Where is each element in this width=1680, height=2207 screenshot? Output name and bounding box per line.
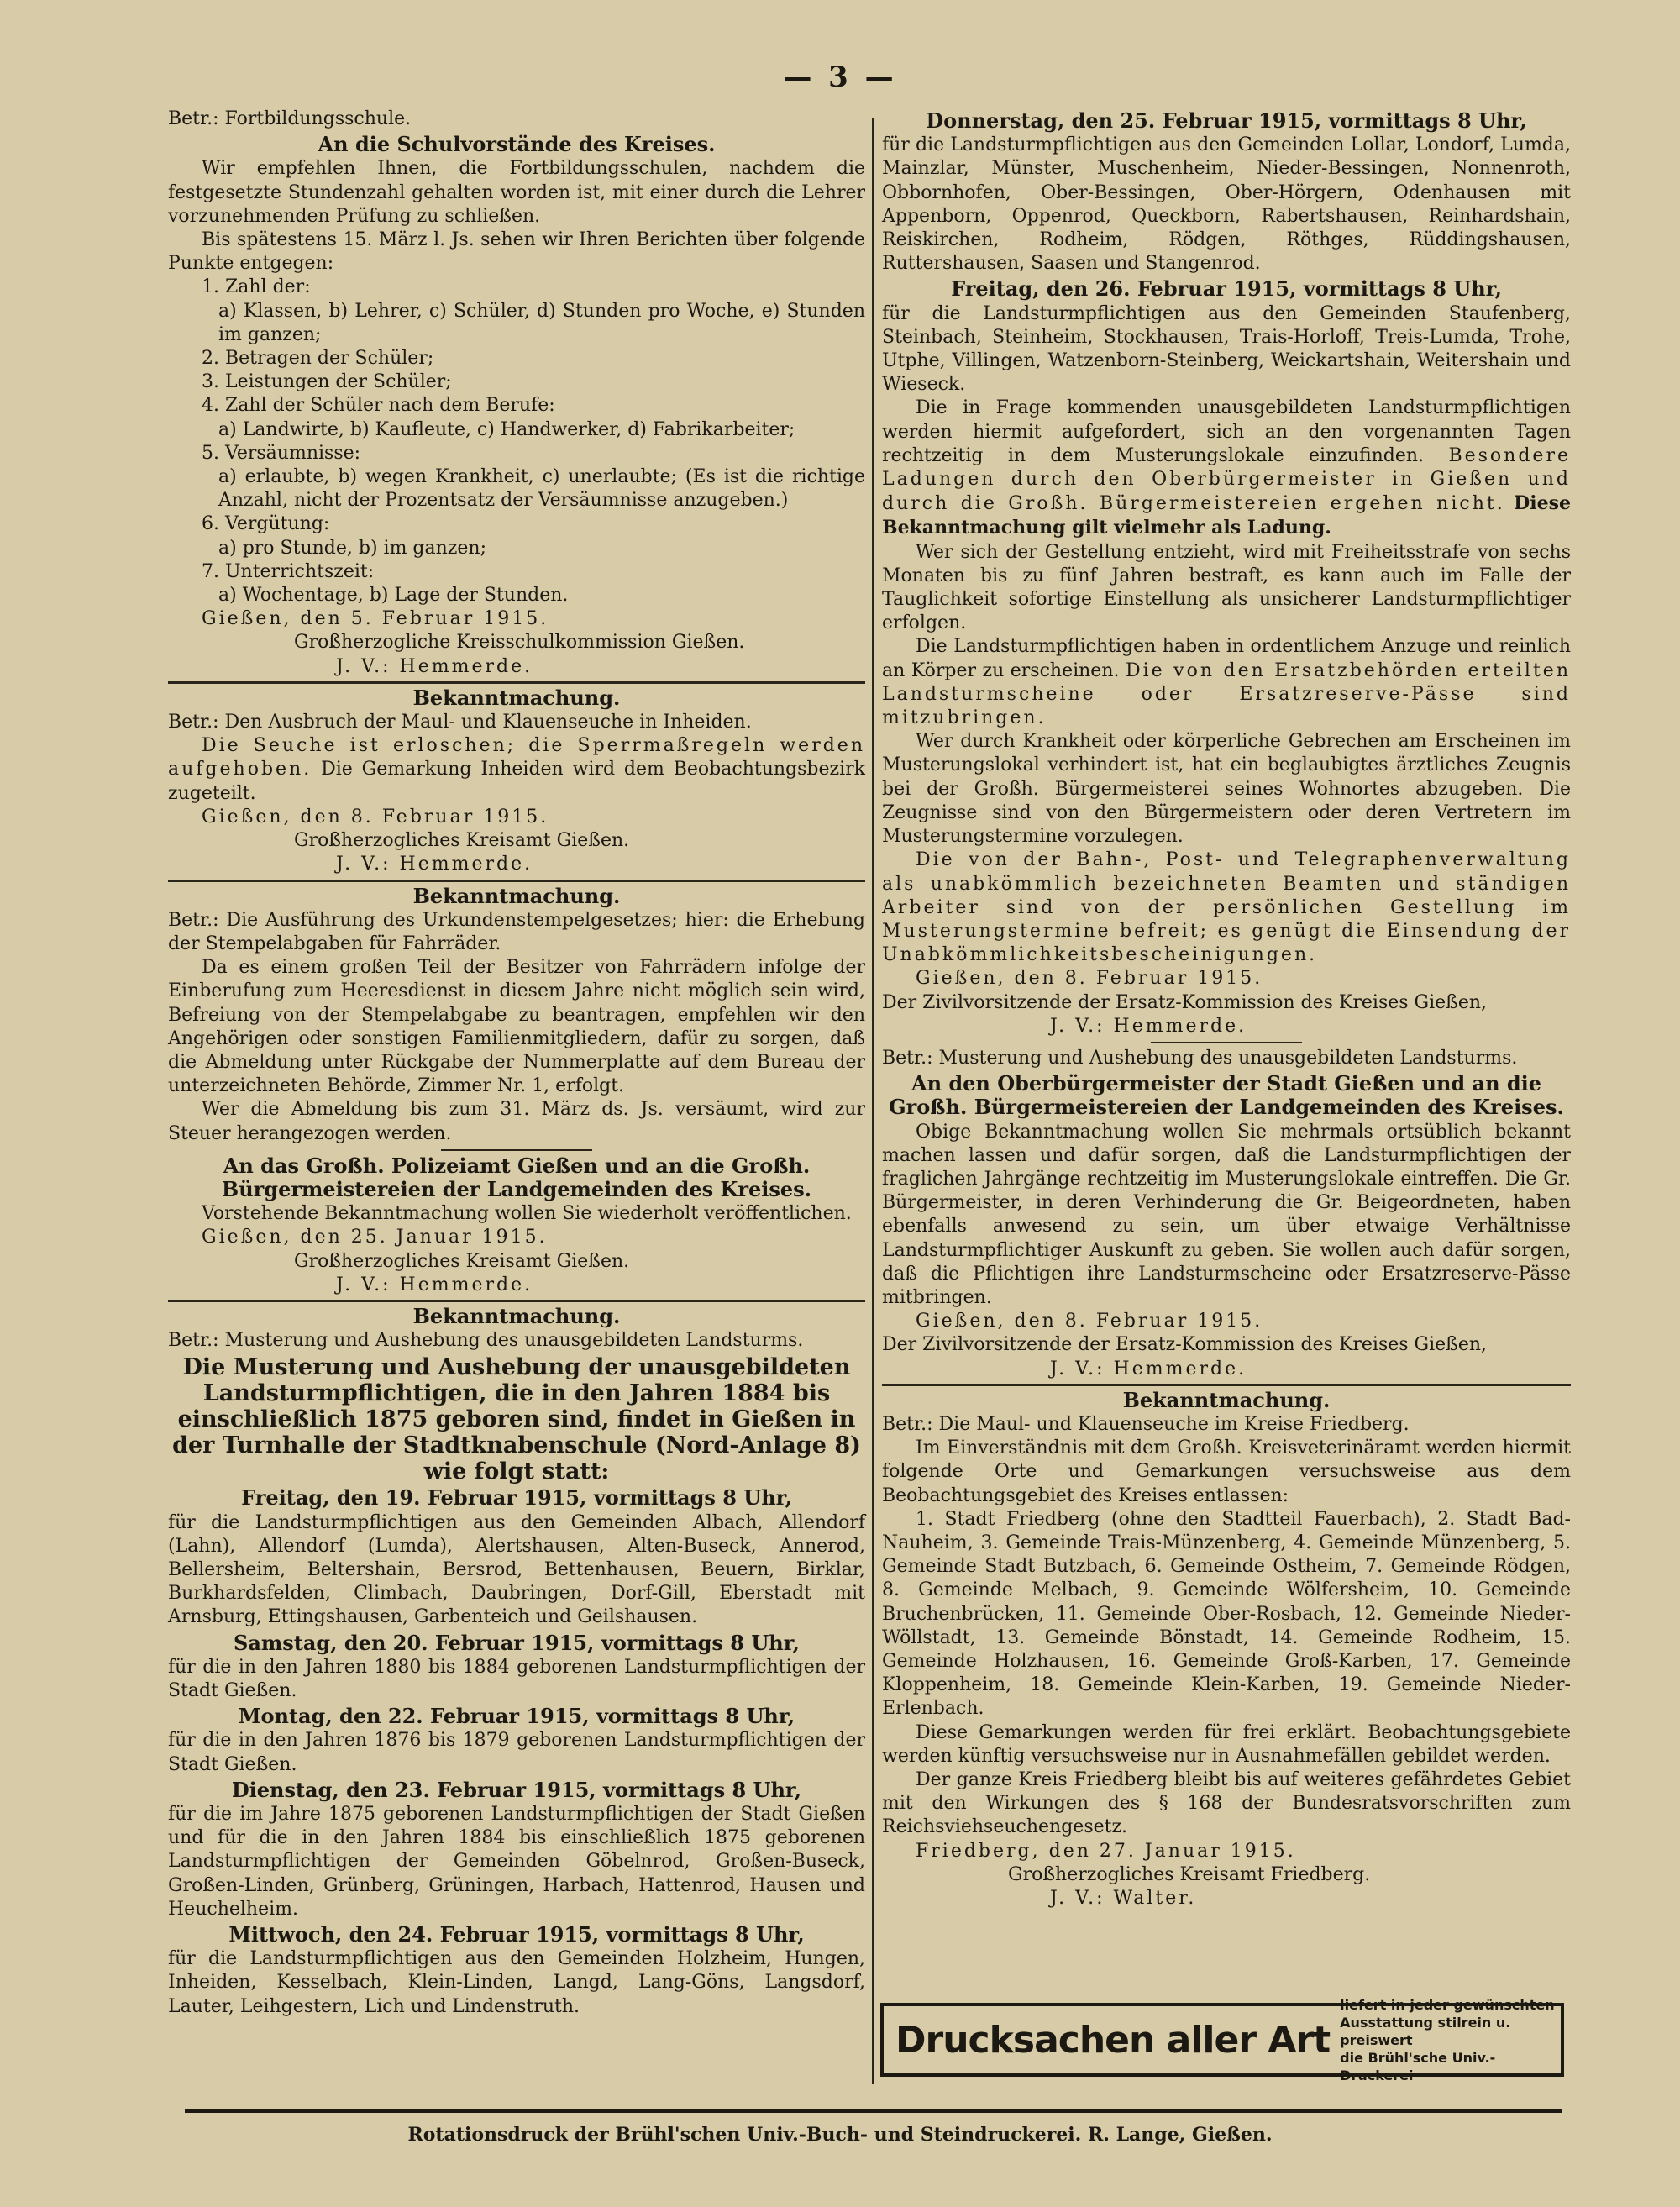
list-item: a) pro Stunde, b) im ganzen;	[218, 537, 486, 559]
left-column	[168, 108, 865, 2019]
section-heading: An den Oberbürgermeister der Stadt Gießen und an die Großh. Bürgermeistereien der Landgemeinden des Kreises.	[889, 1071, 1564, 1120]
date-line: Gießen, den 8. Februar 1915.	[916, 968, 1263, 990]
authority-line: Der Zivilvorsitzende der Ersatz-Kommission des Kreises Gießen,	[882, 991, 1488, 1013]
section-heading: Bekanntmachung.	[1122, 1387, 1331, 1412]
paragraph: Im Einverständnis mit dem Großh. Kreisveterinäramt werden hiermit folgende Orte und Gemarkungen versuchsweise aus dem Beobachtungsgebiet des Kreises entlassen:	[882, 1437, 1571, 1506]
list-item: a) Klassen, b) Lehrer, c) Schüler, d) Stunden pro Woche, e) Stunden im ganzen;	[218, 300, 865, 345]
short-divider	[441, 1149, 592, 1151]
paragraph: Wer die Abmeldung bis zum 31. März ds. Js. versäumt, wird zur Steuer herangezogen werden.	[168, 1099, 865, 1144]
section-heading: Bekanntmachung.	[412, 1303, 621, 1328]
signature-line: J. V.: Walter.	[1050, 1888, 1197, 1910]
column-divider	[872, 118, 874, 2084]
short-divider	[1151, 1042, 1302, 1043]
list-item: 3. Leistungen der Schüler;	[202, 371, 452, 393]
day-text: für die im Jahre 1875 geborenen Landsturmpflichtigen der Stadt Gießen und für die in den Jahren 1884 bis einschließlich 1875 geborenen Landsturmpflichtigen der Gemeinden Göbelnrod, Großen-Buseck, Großen-Linden, Grünberg, Grüningen, Harbach, Hattenrod, Hausen und Heuchelheim.	[168, 1804, 865, 1920]
bold-text: Diese Bekanntmachung gilt vielmehr als Ladung.	[882, 492, 1571, 539]
section-heading: An das Großh. Polizeiamt Gießen und an die Großh. Bürgermeistereien der Landgemeinden des Kreises.	[221, 1153, 812, 1201]
paragraph: Diese Gemarkungen werden für frei erklärt. Beobachtungsgebiete werden künftig versuchsweise nur in Ausnahmefällen gebildet werden.	[882, 1721, 1571, 1767]
day-title: Dienstag, den 23. Februar 1915, vormittags 8 Uhr,	[231, 1777, 802, 1802]
list-item: 1. Zahl der:	[202, 276, 311, 298]
paragraph-text: Die in Frage kommenden unausgebildeten Landsturmpflichtigen werden hiermit aufgefordert, sich an den vorgenannten Tagen rechtzeitig in dem Musterungslokale einzufinden.	[882, 397, 1571, 466]
section-divider	[882, 1384, 1571, 1386]
day-title: Donnerstag, den 25. Februar 1915, vormittags 8 Uhr,	[926, 108, 1527, 133]
spaced-text: Die von den Ersatzbehörden erteilten Landsturmscheine oder Ersatzreserve-Pässe sind mitzubringen.	[882, 659, 1571, 729]
signature-line: J. V.: Hemmerde.	[336, 854, 533, 875]
day-text: für die Landsturmpflichtigen aus den Gemeinden Lollar, Londorf, Lumda, Mainzlar, Münster, Muschenheim, Nieder-Bessingen, Nonnenroth, Obbornhofen, Ober-Bessingen, Ober-Hörgern, Odenhausen mit Appenborn, Oppenrod, Queckborn, Rabertshausen, Reinhardshain, Reiskirchen, Rodheim, Rödgen, Röthges, Rüddingshausen, Ruttershausen, Saasen und Stangenrod.	[882, 134, 1571, 275]
section-divider	[168, 1300, 865, 1302]
date-line: Gießen, den 25. Januar 1915.	[202, 1227, 548, 1248]
section-heading: Bekanntmachung.	[412, 883, 621, 908]
day-text: für die Landsturmpflichtigen aus den Gemeinden Staufenberg, Steinbach, Steinheim, Stockhausen, Trais-Horloff, Treis-Lumda, Trohe, Utphe, Villingen, Watzenborn-Steinberg, Weickartshain, Weitershain und Wieseck.	[882, 302, 1571, 396]
page-number: — 3 —	[783, 60, 897, 94]
day-title: Freitag, den 19. Februar 1915, vormittags 8 Uhr,	[241, 1485, 792, 1511]
date-line: Friedberg, den 27. Januar 1915.	[916, 1840, 1296, 1862]
footer-divider	[185, 2109, 1562, 2113]
paragraph: Wer durch Krankheit oder körperliche Gebrechen am Erscheinen im Musterungslokal verhindert ist, hat ein beglaubigtes ärztliches Zeugnis bei der Großh. Bürgermeisterei seines Wohnortes abzugeben. Die Zeugnisse sind von den Bürgermeistern oder deren Vertretern im Musterungstermine vorzulegen.	[882, 731, 1571, 848]
authority-line: Der Zivilvorsitzende der Ersatz-Kommission des Kreises Gießen,	[882, 1334, 1488, 1356]
betr-line: Betr.: Musterung und Aushebung des unausgebildeten Landsturms.	[882, 1047, 1518, 1069]
list-item: 5. Versäumnisse:	[202, 442, 361, 464]
signature-line: J. V.: Hemmerde.	[1050, 1015, 1247, 1037]
list-item: a) erlaubte, b) wegen Krankheit, c) unerlaubte; (Es ist die richtige Anzahl, nicht der Prozentsatz der Versäumnisse anzugeben.)	[218, 466, 865, 512]
ad-text	[1340, 1996, 1561, 2084]
day-title: Mittwoch, den 24. Februar 1915, vormittags 8 Uhr,	[228, 1922, 805, 1947]
paragraph: Wir empfehlen Ihnen, die Fortbildungsschulen, nachdem die festgesetzte Stundenzahl gehalten worden ist, mit einer durch die Lehrer vorzunehmenden Prüfung zu schließen.	[168, 158, 865, 227]
spaced-text: Besondere Ladungen durch den Oberbürgermeister in Gießen und durch die Großh. Bürgermeistereien ergehen nicht.	[882, 444, 1571, 515]
list-item: 4. Zahl der Schüler nach dem Berufe:	[202, 395, 555, 417]
authority-line: Großherzogliches Kreisamt Gießen.	[294, 830, 630, 852]
betr-line: Betr.: Fortbildungsschule.	[168, 108, 412, 129]
print-shop-advertisement	[880, 1996, 1564, 2084]
list-item: 6. Vergütung:	[202, 513, 330, 535]
date-line: Gießen, den 8. Februar 1915.	[916, 1311, 1263, 1332]
list-item: 7. Unterrichtszeit:	[202, 560, 375, 582]
paragraph	[882, 635, 1571, 730]
right-column	[882, 108, 1571, 1910]
list-item: 2. Betragen der Schüler;	[202, 348, 434, 370]
day-text: für die Landsturmpflichtigen aus den Gemeinden Albach, Allendorf (Lahn), Allendorf (Lumda), Alertshausen, Alten-Buseck, Annerod, Bellersheim, Beltershain, Bersrod, Bettenhausen, Beuern, Birklar, Burkhardsfelden, Climbach, Daubringen, Dorf-Gill, Eberstadt mit Arnsburg, Ettingshausen, Garbenteich und Geilshausen.	[168, 1511, 865, 1628]
authority-line: Großherzogliches Kreisamt Gießen.	[294, 1250, 630, 1272]
paragraph: Vorstehende Bekanntmachung wollen Sie wiederholt veröffentlichen.	[202, 1203, 852, 1225]
signature-line: J. V.: Hemmerde.	[336, 1274, 533, 1295]
list-item: a) Landwirte, b) Kaufleute, c) Handwerker, d) Fabrikarbeiter;	[218, 418, 795, 440]
paragraph	[168, 734, 865, 806]
section-divider	[168, 880, 865, 882]
day-text: für die in den Jahren 1880 bis 1884 geborenen Landsturmpflichtigen der Stadt Gießen.	[168, 1656, 865, 1701]
signature-line: J. V.: Hemmerde.	[1050, 1358, 1247, 1379]
paragraph	[882, 397, 1571, 540]
section-heading: Bekanntmachung.	[412, 685, 621, 710]
paragraph: Obige Bekanntmachung wollen Sie mehrmals ortsüblich bekannt machen lassen und dafür sorgen, daß die Landsturmpflichtigen der fraglichen Jahrgänge rechtzeitig im Musterungslokale eintreffen. Die Gr. Bürgermeister, in deren Verhinderung die Gr. Beigeordneten, haben ebenfalls anwesend zu sein, um über etwaige Verhältnisse Landsturmpflichtiger Auskunft zu geben. Sie wollen auch dafür sorgen, daß die Pflichtigen ihre Landsturmscheine oder Ersatzreserve-Pässe mitbringen.	[882, 1121, 1571, 1308]
paragraph: Wer sich der Gestellung entzieht, wird mit Freiheitsstrafe von sechs Monaten bis zu fünf Jahren bestraft, es kann auch im Falle der Tauglichkeit sofortige Einstellung als unsicherer Landsturmpflichtiger erfolgen.	[882, 541, 1571, 634]
paragraph: Da es einem großen Teil der Besitzer von Fahrrädern infolge der Einberufung zum Heeresdienst in diesem Jahre nicht möglich sein wird, Befreiung von der Stempelabgabe zu beantragen, empfehlen wir den Angehörigen oder sonstigen Familienmitgliedern, dafür zu sorgen, daß die Abmeldung unter Rückgabe der Nummerplatte auf dem Bureau der unterzeichneten Behörde, Zimmer Nr. 1, erfolgt.	[168, 957, 865, 1097]
day-title: Montag, den 22. Februar 1915, vormittags 8 Uhr,	[238, 1704, 795, 1729]
paragraph: Der ganze Kreis Friedberg bleibt bis auf weiteres gefährdetes Gebiet mit den Wirkungen des § 168 der Bundesratsvorschriften zum Reichsviehseuchengesetz.	[882, 1769, 1571, 1838]
lead-paragraph: Die Musterung und Aushebung der unausgebildeten Landsturmpflichtigen, die in den Jahren 1884 bis einschließlich 1875 geboren sind, findet in Gießen in der Turnhalle der Stadtknabenschule (Nord-Anlage 8) wie folgt statt:	[172, 1354, 861, 1485]
signature-line: J. V.: Hemmerde.	[336, 655, 533, 677]
betr-line: Betr.: Die Maul- und Klauenseuche im Kreise Friedberg.	[882, 1413, 1410, 1435]
date-line: Gießen, den 8. Februar 1915.	[202, 806, 549, 828]
authority-line: Großherzogliches Kreisamt Friedberg.	[1008, 1863, 1371, 1885]
section-divider	[168, 681, 865, 684]
ad-line: liefert in jeder gewünschten	[1340, 1996, 1555, 2013]
paragraph-text: Die Gemarkung Inheiden wird dem Beobachtungsbezirk zugeteilt.	[168, 759, 865, 804]
ad-line: die Brühl'sche Univ.-Druckerei	[1340, 2049, 1496, 2084]
spaced-text: Die Seuche ist erloschen; die Sperrmaßregeln werden aufgehoben.	[168, 735, 865, 780]
printer-imprint: Rotationsdruck der Brühl'schen Univ.-Buch- und Steindruckerei. R. Lange, Gießen.	[407, 2124, 1273, 2146]
day-text: für die in den Jahren 1876 bis 1879 geborenen Landsturmpflichtigen der Stadt Gießen.	[168, 1730, 865, 1775]
paragraph: 1. Stadt Friedberg (ohne den Stadtteil Fauerbach), 2. Stadt Bad-Nauheim, 3. Gemeinde Trais-Münzenberg, 4. Gemeinde Münzenberg, 5. Gemeinde Stadt Butzbach, 6. Gemeinde Ostheim, 7. Gemeinde Rödgen, 8. Gemeinde Melbach, 9. Gemeinde Wölfersheim, 10. Gemeinde Bruchenbrücken, 11. Gemeinde Ober-Rosbach, 12. Gemeinde Nieder-Wöllstadt, 13. Gemeinde Bönstadt, 14. Gemeinde Rodheim, 15. Gemeinde Holzhausen, 16. Gemeinde Groß-Karben, 17. Gemeinde Kloppenheim, 18. Gemeinde Klein-Karben, 19. Gemeinde Nieder-Erlenbach.	[882, 1508, 1571, 1720]
betr-line: Betr.: Den Ausbruch der Maul- und Klauenseuche in Inheiden.	[168, 712, 752, 733]
paragraph-text: Die Landsturmpflichtigen haben in ordentlichem Anzuge und reinlich an Körper zu erscheinen.	[882, 636, 1571, 681]
day-title: Samstag, den 20. Februar 1915, vormittags 8 Uhr,	[234, 1630, 800, 1655]
list-item: a) Wochentage, b) Lage der Stunden.	[218, 585, 569, 607]
day-text: für die Landsturmpflichtigen aus den Gemeinden Holzheim, Hungen, Inheiden, Kesselbach, Klein-Linden, Langd, Lang-Göns, Langsdorf, Lauter, Leihgestern, Lich und Lindenstruth.	[168, 1948, 865, 2017]
paragraph: Die von der Bahn-, Post- und Telegraphenverwaltung als unabkömmlich bezeichneten Beamten und ständigen Arbeiter sind von der persönlichen Gestellung im Musterungstermine befreit; es genügt die Einsendung der Unabkömmlichkeitsbescheinigungen.	[882, 849, 1571, 966]
day-title: Freitag, den 26. Februar 1915, vormittags 8 Uhr,	[951, 276, 1502, 302]
betr-line: Betr.: Musterung und Aushebung des unausgebildeten Landsturms.	[168, 1330, 804, 1352]
betr-line: Betr.: Die Ausführung des Urkundenstempelgesetzes; hier: die Erhebung der Stempelabgaben für Fahrräder.	[168, 909, 865, 954]
section-heading: An die Schulvorstände des Kreises.	[318, 132, 716, 157]
authority-line: Großherzogliche Kreisschulkommission Gießen.	[294, 632, 745, 654]
date-line: Gießen, den 5. Februar 1915.	[202, 608, 549, 630]
ad-title: Drucksachen aller Art	[895, 2018, 1331, 2062]
ad-line: Ausstattung stilrein u. preiswert	[1340, 2014, 1511, 2048]
paragraph: Bis spätestens 15. März l. Js. sehen wir Ihren Berichten über folgende Punkte entgegen:	[168, 229, 865, 275]
